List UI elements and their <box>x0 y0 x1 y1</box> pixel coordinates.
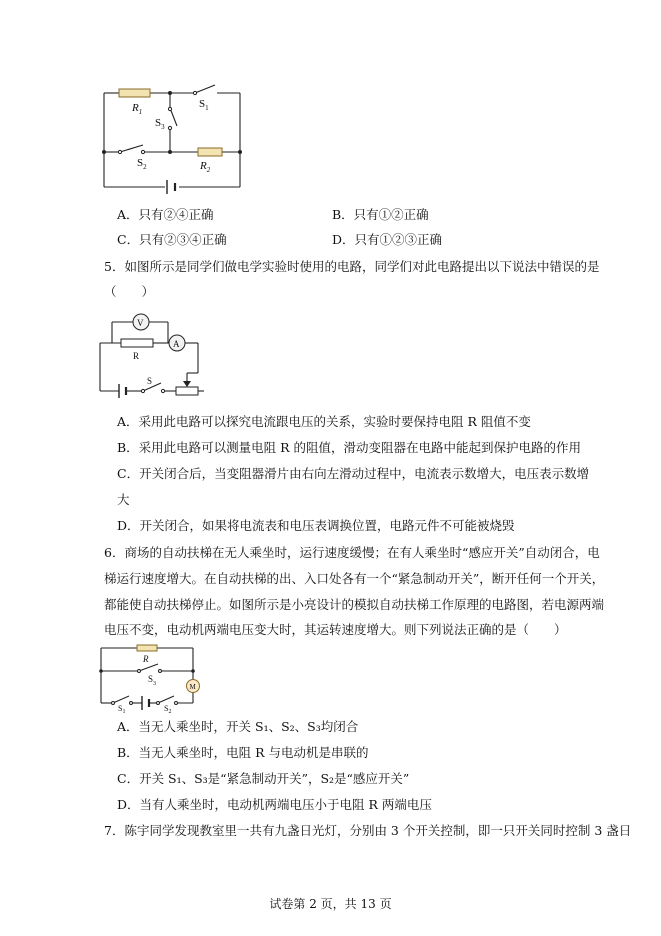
q6-label-s2: S <box>164 704 169 713</box>
q6-label-s3: S <box>148 674 154 684</box>
q6-stem-line-2: 梯运行速度增大。在自动扶梯的出、入口处各有一个“紧急制动开关”，断开任何一个开关， <box>104 571 605 586</box>
q6-option-d[interactable]: D．当有人乘坐时，电动机两端电压小于电阻 R 两端电压 <box>117 797 432 812</box>
svg-text:S2: $S_2$ <box>164 704 172 713</box>
q6-label-s1: S <box>118 704 123 713</box>
q6-option-a[interactable]: A．当无人乘坐时，开关 S₁、S₂、S₃均闭合 <box>117 719 359 734</box>
q4-label-r2: R <box>200 160 207 172</box>
q6-option-b[interactable]: B．当无人乘坐时，电阻 R 与电动机是串联的 <box>117 745 369 760</box>
q7-stem: 7．陈宇同学发现教室里一共有九盏日光灯，分别由 3 个开关控制，即一只开关同时控制 3 盏日 <box>104 823 632 838</box>
q6-label-m: M <box>189 683 196 691</box>
q5-option-c[interactable]: C．开关闭合后，当变阻器滑片由右向左滑动过程中，电流表示数增大，电压表示数增 <box>117 466 590 481</box>
q5-answer-bracket: （ ） <box>104 284 155 299</box>
page-footer: 试卷第 2 页，共 13 页 <box>269 897 392 911</box>
q5-option-c-continued[interactable]: 大 <box>117 492 130 507</box>
q6-stem-line-1: 6．商场的自动扶梯在无人乘坐时，运行速度缓慢；在有人乘坐时“感应开关”自动闭合，电 <box>104 545 600 560</box>
q6-circuit-diagram <box>96 643 208 713</box>
q4-label-s3: S <box>155 117 162 129</box>
q5-label-a: A <box>173 339 180 349</box>
q6-resistor-r <box>137 645 157 651</box>
svg-text:R2: $R_2$ <box>200 160 211 174</box>
q5-circuit-diagram <box>95 308 207 400</box>
q4-label-s1: S <box>199 98 206 110</box>
q6-stem-line-4: 电压不变，电动机两端电压变大时，其运转速度增大。则下列说法正确的是（ ） <box>104 622 567 637</box>
q5-label-v: V <box>137 318 144 328</box>
q5-option-a[interactable]: A．采用此电路可以探究电流跟电压的关系，实验时要保持电阻 R 阻值不变 <box>117 414 531 429</box>
q5-resistor-r <box>121 339 153 347</box>
q5-rheostat <box>176 387 198 395</box>
q4-option-c[interactable]: C．只有②③④正确 <box>117 232 227 247</box>
q5-label-r: R <box>133 351 140 361</box>
svg-text:R1: $R_1$ <box>132 102 143 116</box>
q6-label-r: R <box>143 654 149 664</box>
svg-text:S1: $S_1$ <box>118 704 126 713</box>
q4-resistor-r1 <box>119 89 150 97</box>
svg-text:S3: $S_3$ <box>148 674 157 687</box>
q4-option-d[interactable]: D．只有①②③正确 <box>332 232 443 247</box>
q4-option-a[interactable]: A．只有②④正确 <box>117 207 214 222</box>
q5-option-d[interactable]: D．开关闭合，如果将电流表和电压表调换位置，电路元件不可能被烧毁 <box>117 518 515 533</box>
q4-circuit-diagram <box>95 80 250 195</box>
svg-text:S1: $S_1$ <box>199 98 209 112</box>
q5-label-s: S <box>147 376 153 386</box>
q4-option-b[interactable]: B．只有①②正确 <box>332 207 429 222</box>
svg-text:S2: $S_2$ <box>137 157 147 171</box>
q4-resistor-r2 <box>198 148 222 156</box>
q5-option-b[interactable]: B．采用此电路可以测量电阻 R 的阻值，滑动变阻器在电路中能起到保护电路的作用 <box>117 440 582 455</box>
q4-label-s2: S <box>137 157 144 169</box>
q4-label-r1: R <box>132 102 139 114</box>
q6-option-c[interactable]: C．开关 S₁、S₃是“紧急制动开关”，S₂是“感应开关” <box>117 771 410 786</box>
q5-stem: 5．如图所示是同学们做电学实验时使用的电路，同学们对此电路提出以下说法中错误的是 <box>104 259 600 274</box>
svg-text:S3: $S_3$ <box>155 117 165 131</box>
q6-stem-line-3: 都能使自动扶梯停止。如图所示是小亮设计的模拟自动扶梯工作原理的电路图，若电源两端 <box>104 597 605 612</box>
